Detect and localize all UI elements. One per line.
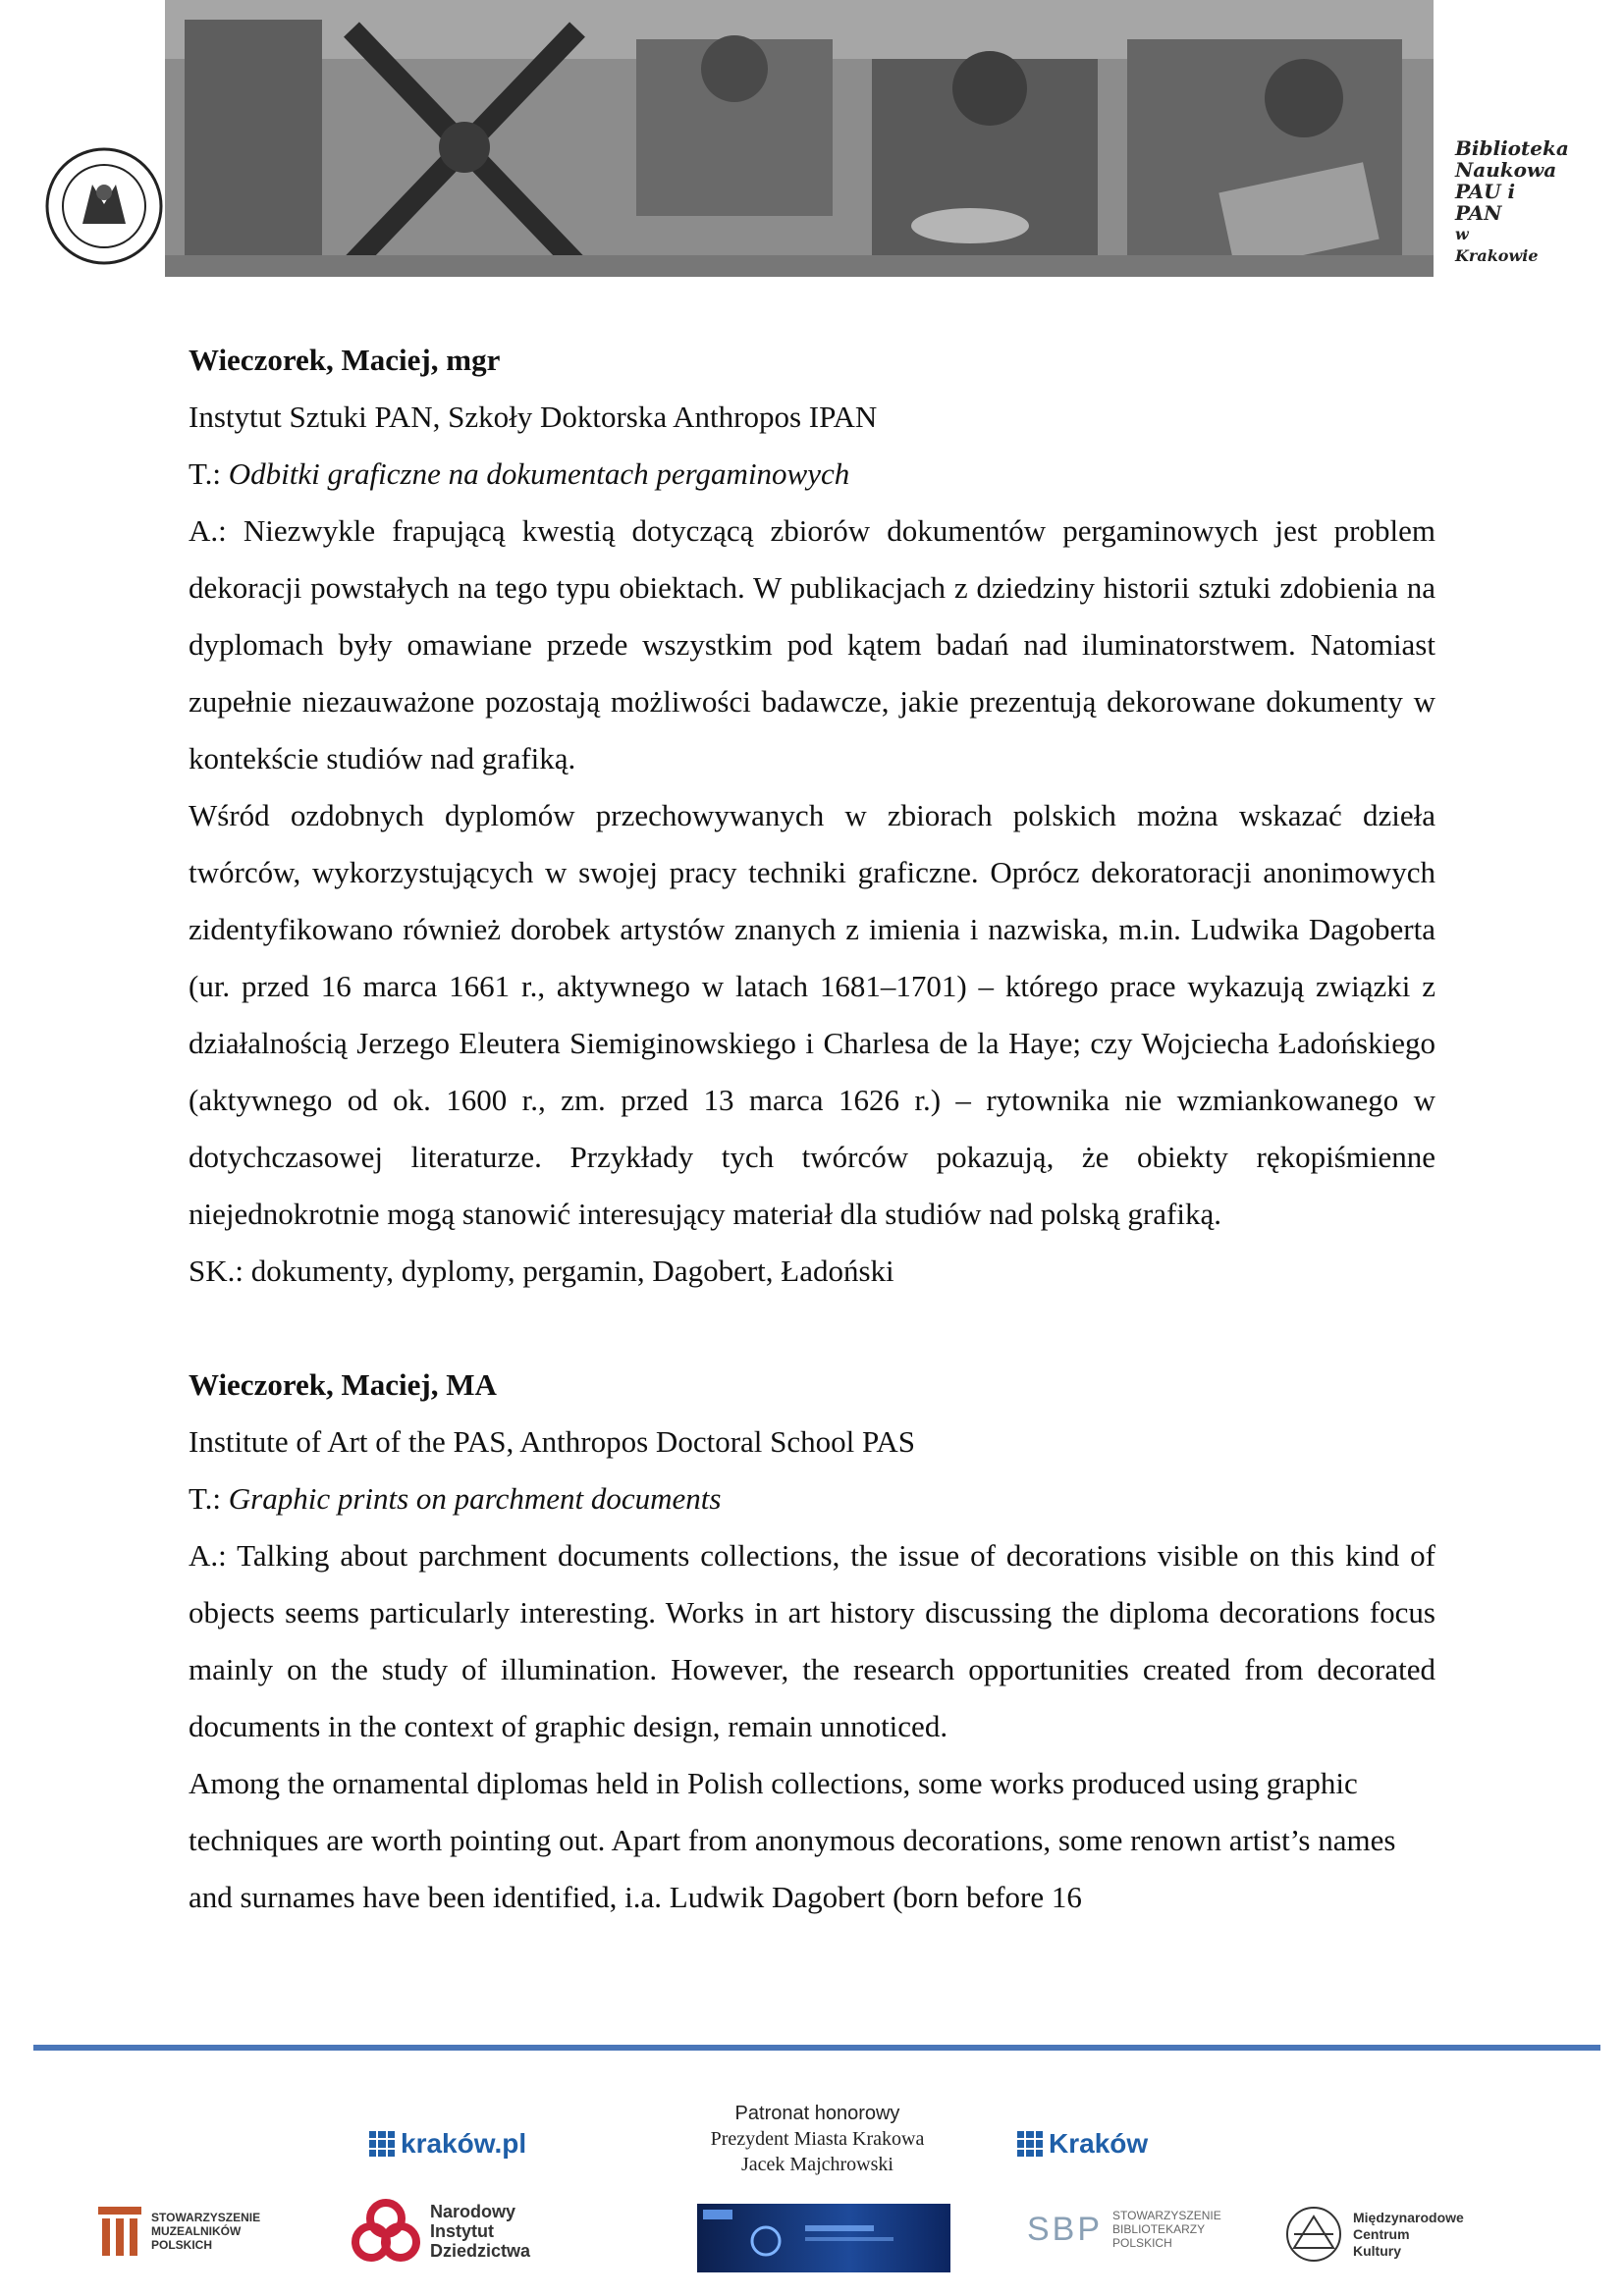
- author-affiliation: Instytut Sztuki PAN, Szkoły Doktorska Anthropos IPAN: [189, 400, 878, 434]
- engraving-illustration: [165, 0, 1434, 277]
- abstract-paragraph: A.: Talking about parchment documents collections, the issue of decorations visible on this kind of objects seems particularly interesting. Works in art history discussing the diploma decorations focus mainly on the study of illumination. However, the research opportunities created from decorated documents in the context of graphic design, remain unnoticed.: [189, 1538, 1435, 1743]
- smp-line: STOWARZYSZENIE: [151, 2211, 261, 2224]
- sbp-line: BIBLIOTEKARZY: [1112, 2222, 1206, 2236]
- mck-line: Centrum: [1353, 2225, 1410, 2242]
- library-logo-line: Biblioteka: [1455, 136, 1569, 160]
- talk-title: [189, 1470, 1435, 1527]
- nid-line: Instytut: [430, 2221, 494, 2241]
- library-logo-line: Naukowa: [1455, 158, 1557, 182]
- grid-icon: [369, 2131, 395, 2157]
- talk-title: [189, 446, 1435, 503]
- sbp-line: STOWARZYSZENIE: [1112, 2209, 1221, 2222]
- promo-banner-image: [697, 2204, 950, 2272]
- krakow-pl-logo: [369, 2128, 526, 2160]
- columns-icon: [98, 2207, 141, 2256]
- nid-line: Dziedzictwa: [430, 2241, 531, 2261]
- author-affiliation: Institute of Art of the PAS, Anthropos Doctoral School PAS: [189, 1424, 916, 1459]
- library-logo-line: PAU i PAN: [1455, 180, 1516, 225]
- patronage-line: Prezydent Miasta Krakowa: [710, 2128, 925, 2150]
- library-logo-line: w Krakowie: [1455, 225, 1539, 265]
- mck-logo: [1284, 2205, 1464, 2264]
- krakow-label: Kraków: [1049, 2128, 1149, 2159]
- abstract-paragraph: Among the ornamental diplomas held in Polish collections, some works produced using graphic techniques are worth pointing out. Apart from anonymous decorations, some renown artist’s names and surnames have been identified, i.a. Ludwik Dagobert (born before 16: [189, 1766, 1396, 1914]
- keywords: SK.: dokumenty, dyplomy, pergamin, Dagobert, Ładoński: [189, 1254, 894, 1288]
- mck-emblem-icon: [1284, 2205, 1343, 2264]
- nid-line: Narodowy: [430, 2202, 516, 2221]
- library-logo: [1455, 136, 1569, 265]
- author-name: Wieczorek, Maciej, mgr: [189, 343, 501, 377]
- patronage-line: Jacek Majchrowski: [741, 2154, 893, 2175]
- abstract-content: [189, 332, 1435, 1926]
- abstract-paragraph: Wśród ozdobnych dyplomów przechowywanych w zbiorach polskich można wskazać dzieła twórców, wykorzystujących w swojej pracy techniki graficzne. Oprócz dekoratoracji anonimowych zidentyfikowano również dorobek artystów znanych z imienia i nazwiska, m.in. Ludwika Dagoberta (ur. przed 16 marca 1661 r., aktywnego w latach 1681–1701) – którego prace wykazują związki z działalnością Jerzego Eleutera Siemiginowskiego i Charlesa de la Haye; czy Wojciecha Ładońskiego (aktywnego od ok. 1600 r., zm. przed 13 marca 1626 r.) – rytownika nie wzmiankowanego w dotychczasowej literaturze. Przykłady tych twórców pokazują, że obiekty rękopiśmienne niejednokrotnie mogą stanowić interesujący materiał dla studiów nad polską grafiką.: [189, 798, 1435, 1231]
- smp-line: MUZEALNIKÓW: [151, 2224, 242, 2238]
- smp-line: POLSKICH: [151, 2238, 213, 2252]
- sbp-label: SBP: [1027, 2210, 1104, 2248]
- mck-line: Kultury: [1353, 2242, 1401, 2259]
- abstract-paragraph: A.: Niezwykle frapującą kwestią dotyczącą zbiorów dokumentów pergaminowych jest problem dekoracji powstałych na tego typu obiektach. W publikacjach z dziedziny historii sztuki zdobienia na dyplomach były omawiane przede wszystkim pod kątem badań nad iluminatorstwem. Natomiast zupełnie niezauważone pozostają możliwości badawcze, jakie prezentują dekorowane dokumenty w kontekście studiów nad grafiką.: [189, 513, 1435, 775]
- nid-emblem-icon: [352, 2197, 420, 2266]
- title-label: T.:: [189, 1481, 229, 1516]
- smp-logo: [98, 2207, 260, 2256]
- nid-logo: [352, 2197, 530, 2266]
- section-gap: [189, 1300, 1435, 1357]
- krakow-pl-label: kraków.pl: [401, 2128, 527, 2159]
- grid-icon: [1017, 2131, 1043, 2157]
- krakow-logo: [1017, 2128, 1148, 2160]
- honorary-patronage: [687, 2101, 947, 2177]
- mck-line: Międzynarodowe: [1353, 2209, 1464, 2225]
- sbp-logo: [1027, 2209, 1221, 2250]
- author-name: Wieczorek, Maciej, MA: [189, 1367, 497, 1402]
- footer-divider: [33, 2045, 1600, 2051]
- header-banner-image: [165, 0, 1434, 277]
- academy-seal-logo: [43, 145, 165, 267]
- title-text: Odbitki graficzne na dokumentach pergaminowych: [228, 456, 850, 491]
- patronage-header: Patronat honorowy: [734, 2103, 900, 2124]
- sbp-line: POLSKICH: [1112, 2236, 1172, 2250]
- title-label: T.:: [189, 456, 229, 491]
- title-text: Graphic prints on parchment documents: [228, 1481, 722, 1516]
